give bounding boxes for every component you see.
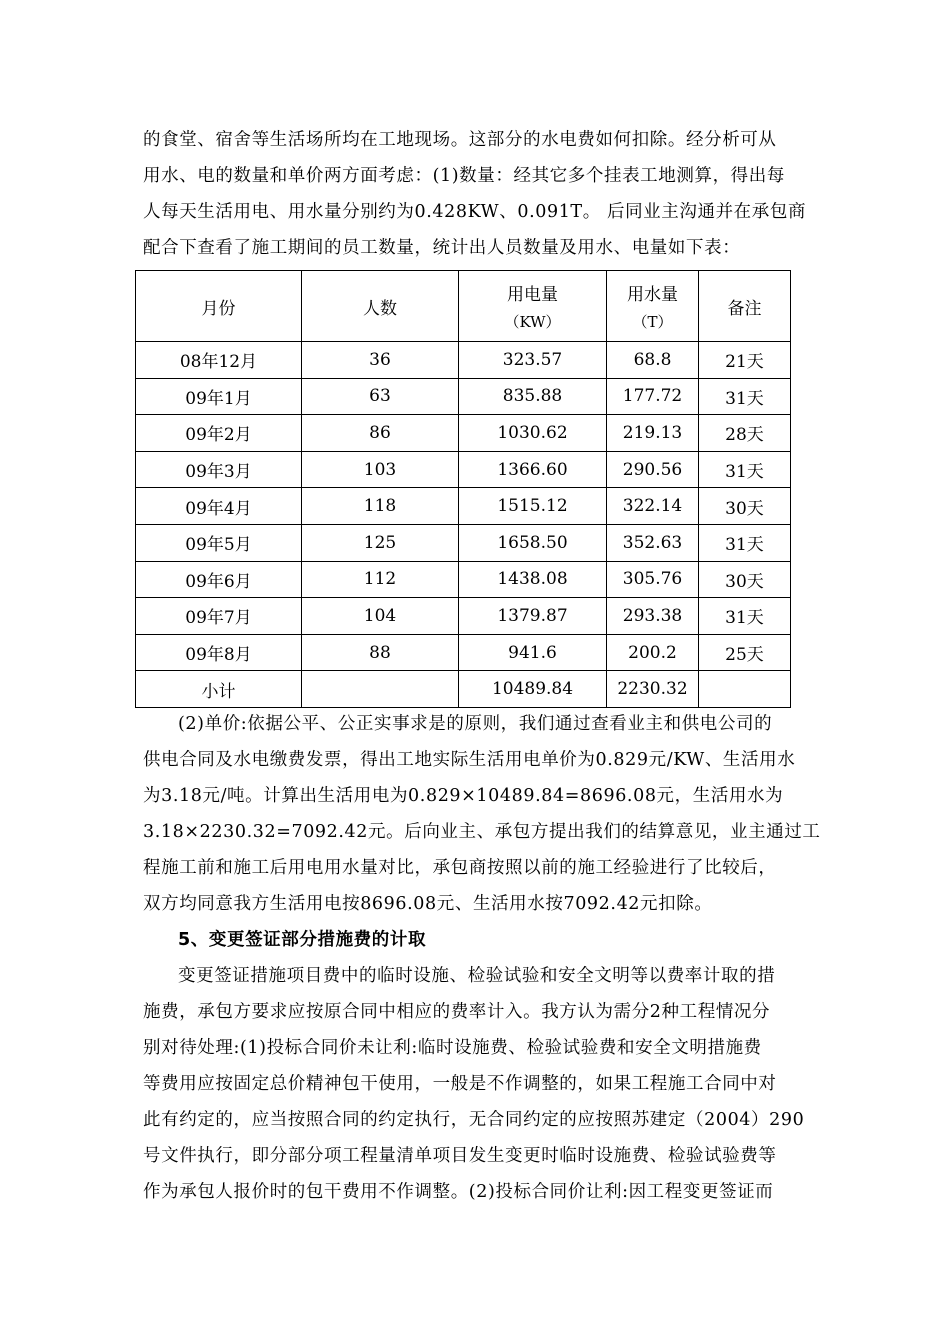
cell-people: 86 (302, 415, 459, 452)
section-line-4: 等费用应按固定总价精神包干使用，一般是不作调整的，如果工程施工合同中对 (143, 1074, 777, 1094)
cell-water: 290.56 (607, 451, 699, 488)
section-line-7: 作为承包人报价时的包干费用不作调整。(2)投标合同价让利:因工程变更签证而 (143, 1182, 774, 1202)
subtotal-water: 2230.32 (607, 671, 699, 708)
cell-power: 835.88 (459, 378, 607, 415)
cell-month: 08年12月 (136, 342, 302, 379)
table-row (136, 634, 791, 671)
price-line-1: (2)单价:依据公平、公正实事求是的原则，我们通过查看业主和供电公司的 (178, 714, 773, 734)
section-heading: 5、变更签证部分措施费的计取 (178, 930, 427, 950)
header-water (607, 271, 699, 342)
header-note: 备注 (699, 271, 791, 342)
cell-water: 177.72 (607, 378, 699, 415)
intro-line-4: 配合下查看了施工期间的员工数量，统计出人员数量及用水、电量如下表： (143, 238, 741, 258)
cell-people: 118 (302, 488, 459, 525)
cell-power: 1438.08 (459, 561, 607, 598)
subtotal-power: 10489.84 (459, 671, 607, 708)
cell-month: 09年7月 (136, 598, 302, 635)
cell-people: 103 (302, 451, 459, 488)
cell-people: 36 (302, 342, 459, 379)
section-line-5: 此有约定的，应当按照合同的约定执行，无合同约定的应按照苏建定（2004）290 (143, 1110, 805, 1130)
header-power-unit: （KW） (504, 313, 561, 331)
cell-power: 1366.60 (459, 451, 607, 488)
section-line-2: 施费，承包方要求应按原合同中相应的费率计入。我方认为需分2种工程情况分 (143, 1002, 771, 1022)
cell-water: 219.13 (607, 415, 699, 452)
section-line-3: 别对待处理:(1)投标合同价未让利:临时设施费、检验试验费和安全文明措施费 (143, 1038, 762, 1058)
price-line-2: 供电合同及水电缴费发票，得出工地实际生活用电单价为0.829元/KW、生活用水 (143, 750, 796, 770)
table-subtotal-row (136, 671, 791, 708)
intro-line-3: 人每天生活用电、用水量分别约为0.428KW、0.091T。 后同业主沟通并在承包商 (143, 202, 807, 222)
header-water-unit: （T） (632, 313, 673, 331)
cell-month: 09年6月 (136, 561, 302, 598)
price-line-3: 为3.18元/吨。计算出生活用电为0.829×10489.84=8696.08元，生活用水为 (143, 786, 784, 806)
price-line-6: 双方均同意我方生活用电按8696.08元、生活用水按7092.42元扣除。 (143, 894, 713, 914)
cell-note: 25天 (699, 634, 791, 671)
cell-note: 31天 (699, 451, 791, 488)
cell-power: 1030.62 (459, 415, 607, 452)
cell-month: 09年5月 (136, 524, 302, 561)
intro-line-1: 的食堂、宿舍等生活场所均在工地现场。这部分的水电费如何扣除。经分析可从 (143, 130, 777, 150)
cell-water: 305.76 (607, 561, 699, 598)
table-row (136, 561, 791, 598)
cell-note: 31天 (699, 378, 791, 415)
cell-month: 09年8月 (136, 634, 302, 671)
cell-people: 104 (302, 598, 459, 635)
table-row (136, 415, 791, 452)
cell-people: 63 (302, 378, 459, 415)
cell-people: 125 (302, 524, 459, 561)
header-power-label: 用电量 (507, 285, 558, 305)
header-people: 人数 (302, 271, 459, 342)
cell-water: 322.14 (607, 488, 699, 525)
table-row (136, 451, 791, 488)
cell-power: 941.6 (459, 634, 607, 671)
usage-table (135, 270, 791, 708)
cell-water: 200.2 (607, 634, 699, 671)
header-power (459, 271, 607, 342)
cell-people: 112 (302, 561, 459, 598)
intro-line-2: 用水、电的数量和单价两方面考虑：(1)数量：经其它多个挂表工地测算，得出每 (143, 166, 785, 186)
cell-month: 09年1月 (136, 378, 302, 415)
section-line-1: 变更签证措施项目费中的临时设施、检验试验和安全文明等以费率计取的措 (178, 966, 776, 986)
cell-month: 09年4月 (136, 488, 302, 525)
table-row (136, 342, 791, 379)
cell-water: 293.38 (607, 598, 699, 635)
table-row (136, 488, 791, 525)
cell-power: 1658.50 (459, 524, 607, 561)
cell-note: 31天 (699, 598, 791, 635)
cell-month: 09年3月 (136, 451, 302, 488)
cell-note: 21天 (699, 342, 791, 379)
subtotal-people (302, 671, 459, 708)
cell-note: 28天 (699, 415, 791, 452)
table-header-row (136, 271, 791, 342)
header-water-label: 用水量 (627, 285, 678, 305)
cell-water: 68.8 (607, 342, 699, 379)
cell-power: 1515.12 (459, 488, 607, 525)
table-row (136, 524, 791, 561)
price-line-5: 程施工前和施工后用电用水量对比，承包商按照以前的施工经验进行了比较后， (143, 858, 777, 878)
subtotal-note (699, 671, 791, 708)
cell-people: 88 (302, 634, 459, 671)
table-row (136, 378, 791, 415)
cell-note: 30天 (699, 488, 791, 525)
cell-month: 09年2月 (136, 415, 302, 452)
price-line-4: 3.18×2230.32=7092.42元。后向业主、承包方提出我们的结算意见，业主通过工 (143, 822, 821, 842)
cell-power: 1379.87 (459, 598, 607, 635)
table-row (136, 598, 791, 635)
section-line-6: 号文件执行，即分部分项工程量清单项目发生变更时临时设施费、检验试验费等 (143, 1146, 777, 1166)
cell-note: 30天 (699, 561, 791, 598)
cell-water: 352.63 (607, 524, 699, 561)
cell-note: 31天 (699, 524, 791, 561)
subtotal-label: 小计 (136, 671, 302, 708)
cell-power: 323.57 (459, 342, 607, 379)
header-month: 月份 (136, 271, 302, 342)
